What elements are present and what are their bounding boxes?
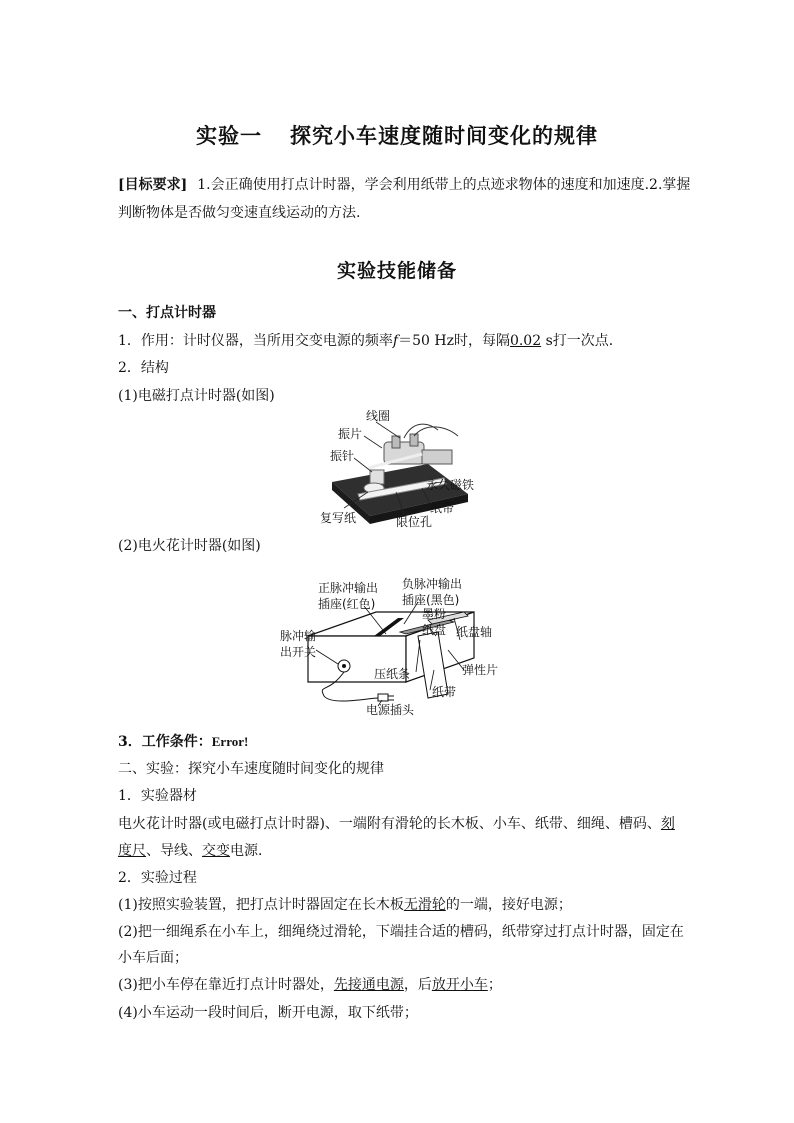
structure-heading: 2．结构 bbox=[118, 360, 169, 376]
step3-release-car: 放开小车 bbox=[431, 977, 488, 993]
goals-text: 1.会正确使用打点计时器，学会利用纸带上的点迹求物体的速度和加速度.2.掌握判断物体是否做匀变速直线运动的方法. bbox=[118, 177, 691, 221]
electromagnetic-timer-label: (1)电磁打点计时器(如图) bbox=[118, 388, 275, 404]
process-heading: 2．实验过程 bbox=[118, 870, 197, 886]
timer-function bbox=[118, 330, 623, 350]
equipment-heading: 1．实验器材 bbox=[118, 788, 197, 804]
fig2-ink-label: 墨粉 bbox=[422, 607, 447, 621]
title-experiment-number: 实验一 bbox=[196, 123, 262, 148]
equipment-ruler-part1: 刻 bbox=[660, 816, 675, 832]
step3-power-first: 先接通电源 bbox=[333, 977, 404, 993]
equipment-ruler-part2: 度尺 bbox=[118, 843, 146, 859]
fig1-tape-label: 纸带 bbox=[430, 501, 455, 515]
step3-text-a: (3)把小车停在靠近打点计时器处， bbox=[118, 977, 334, 993]
fig2-power-plug-label: 电源插头 bbox=[366, 703, 415, 717]
fig2-positive-output-label-1: 正脉冲输出 bbox=[318, 581, 379, 595]
equipment-list: 电火花计时器(或电磁打点计时器)、一端附有滑轮的长木板、小车、纸带、细绳、槽码、 bbox=[118, 816, 661, 832]
fig1-coil-label: 线圈 bbox=[366, 409, 391, 423]
working-conditions-label: 3．工作条件： bbox=[118, 734, 212, 750]
equipment-power: 电源． bbox=[230, 843, 272, 859]
process-step-1 bbox=[118, 894, 572, 914]
page-title bbox=[0, 120, 794, 150]
fig1-reed-label: 振片 bbox=[338, 427, 363, 441]
spark-timer-label: (2)电火花计时器(如图) bbox=[118, 538, 261, 554]
step3-text-b: ，后 bbox=[403, 977, 432, 993]
function-text-b: ＝50 Hz时，每隔 bbox=[398, 333, 510, 349]
fig1-needle-label: 振针 bbox=[330, 449, 355, 463]
fig2-paper-disc-label: 纸盘 bbox=[422, 623, 447, 637]
equipment-text-line2 bbox=[118, 840, 272, 860]
fig2-spring-label: 弹性片 bbox=[462, 663, 499, 677]
function-text-c: s打一次点． bbox=[541, 333, 623, 349]
fig2-negative-output-label-1: 负脉冲输出 bbox=[402, 577, 463, 591]
fig1-carbon-label: 复写纸 bbox=[320, 511, 357, 525]
fig2-disc-axle-label: 纸盘轴 bbox=[456, 625, 493, 639]
fig2-tape-label: 纸带 bbox=[432, 685, 457, 699]
process-step-3 bbox=[118, 974, 502, 994]
electromagnetic-timer-figure bbox=[318, 408, 484, 532]
fig2-negative-output-label-2: 插座(黑色) bbox=[402, 593, 460, 607]
working-conditions bbox=[118, 731, 248, 751]
fig1-magnet-label: 永久磁铁 bbox=[426, 478, 475, 492]
fig2-press-strip-label: 压纸条 bbox=[374, 667, 411, 681]
title-topic: 探究小车速度随时间变化的规律 bbox=[290, 123, 598, 148]
error-text: Error! bbox=[211, 734, 249, 749]
equipment-wires: 、导线、 bbox=[146, 843, 202, 859]
process-step-2-line2: 小车后面； bbox=[118, 950, 188, 966]
step3-text-c: ； bbox=[487, 977, 502, 993]
process-step-2-line1: (2)把一细绳系在小车上，细绳绕过滑轮，下端挂合适的槽码，纸带穿过打点计时器，固定在 bbox=[118, 924, 684, 940]
heading-timer: 一、打点计时器 bbox=[118, 305, 216, 321]
goals-tag: [目标要求] bbox=[118, 177, 188, 193]
step1-text-a: (1)按照实验装置，把打点计时器固定在长木板 bbox=[118, 897, 404, 913]
spark-timer-figure bbox=[278, 574, 506, 720]
interval-value: 0.02 bbox=[509, 333, 542, 349]
step1-no-pulley: 无滑轮 bbox=[403, 897, 446, 913]
fig2-positive-output-label-2: 插座(红色) bbox=[318, 597, 376, 611]
learning-goals bbox=[118, 171, 693, 227]
fig2-pulse-switch-label-2: 出开关 bbox=[280, 645, 317, 659]
function-text-a: 1．作用：计时仪器，当所用交变电源的频率 bbox=[118, 333, 393, 349]
step1-text-b: 的一端，接好电源； bbox=[445, 897, 572, 913]
section-title: 实验技能储备 bbox=[336, 260, 457, 282]
fig1-hole-label: 限位孔 bbox=[396, 515, 433, 529]
process-step-4: (4)小车运动一段时间后，断开电源，取下纸带； bbox=[118, 1005, 418, 1021]
frequency-symbol: f bbox=[392, 333, 399, 349]
heading-experiment: 二、实验：探究小车速度随时间变化的规律 bbox=[118, 761, 384, 777]
equipment-text-line1 bbox=[118, 813, 675, 833]
equipment-ac: 交变 bbox=[202, 843, 230, 859]
fig2-pulse-switch-label-1: 脉冲输 bbox=[280, 629, 317, 643]
